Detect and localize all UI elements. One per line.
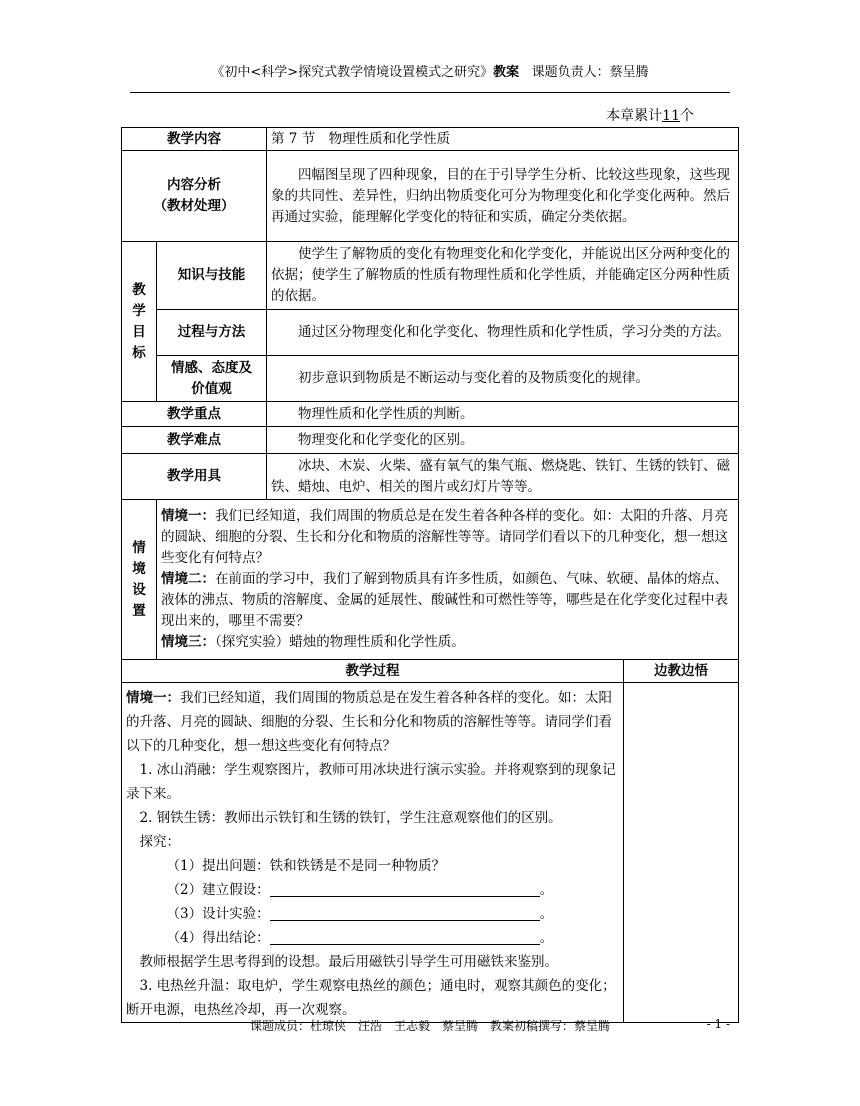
analysis-value: 四幅图呈现了四种现象，目的在于引导学生分析、比较这些现象，这些现象的共同性、差异性，归纳出物质变化可分为物理变化和化学变化两种。然后再通过实验，能理解化学变化的特征和实质，确定分类依据。 [271,166,730,225]
process-q1: （1）提出问题：铁和铁锈是不是同一种物质？ [166,858,446,874]
content-label: 教学内容 [122,128,267,151]
blank-line [270,930,540,945]
row-diff [122,427,739,454]
page-header [0,61,860,80]
chapter-counter: 本章累计11个 [606,108,694,124]
row-key [122,402,739,427]
row-goal2 [122,310,739,356]
row-goal1 [122,242,739,310]
process-body [122,683,624,1023]
process-teacher: 教师根据学生思考得到的设想。最后用磁铁引导学生可用磁铁来鉴别。 [139,954,558,970]
row-goal3 [122,356,739,402]
row-tools [122,454,739,500]
scene2: 情境二：在前面的学习中，我们了解到物质具有许多性质，如颜色、气味、软硬、晶体的熔点、液体的沸点、物质的溶解度、金属的延展性、酸碱性和可燃性等等，哪些是在化学变化过程中表现出来的，哪里不需要？ [161,571,728,629]
key-value: 物理性质和化学性质的判断。 [298,405,474,422]
lesson-plan-table [121,127,739,1023]
key-label: 教学重点 [122,402,267,427]
goal1-label: 知识与技能 [157,242,267,310]
header-owner: 课题负责人：蔡呈腾 [531,65,649,80]
row-process-header [122,660,739,683]
process-q2: （2）建立假设： 。 [166,882,554,898]
content-value: 第 7 节 物理性质和化学性质 [267,128,739,151]
goal3-label: 情感、态度及 价值观 [157,356,267,402]
scene-label: 情 境 设 置 [122,500,157,660]
row-analysis [122,151,739,242]
counter-number: 11 [662,108,680,124]
tools-label: 教学用具 [122,454,267,500]
process-item3: 3. 电热丝升温：取电炉，学生观察电热丝的颜色；通电时，观察其颜色的变化；断开电源，电热丝冷却，再一次观察。 [126,978,616,1018]
scene3: 情境三：（探究实验）蜡烛的物理性质和化学性质。 [161,634,465,650]
goal-label: 教 学 目 标 [122,242,157,402]
header-rule [130,92,730,93]
row-process-body [122,683,739,1023]
process-q3: （3）设计实验： 。 [166,906,554,922]
goal3-value: 初步意识到物质是不断运动与变化着的及物质变化的规律。 [298,370,649,386]
goal2-label: 过程与方法 [157,310,267,356]
notes-cell [624,683,739,1023]
diff-label: 教学难点 [122,427,267,454]
page-number: - 1 - [706,1017,730,1031]
process-item1: 1. 冰山消融：学生观察图片，教师可用冰块进行演示实验。并将观察到的现象记录下来。 [126,762,616,802]
goal2-value: 通过区分物理变化和化学变化、物理性质和化学性质，学习分类的方法。 [298,324,730,340]
header-bold: 教案 [493,65,520,80]
process-label: 教学过程 [122,660,624,683]
goal1-value: 使学生了解物质的变化有物理变化和化学变化，并能说出区分两种变化的依据；使学生了解物质的性质有物理性质和化学性质，并能确定区分两种性质的依据。 [271,246,730,304]
process-item2: 2. 钢铁生锈：教师出示铁钉和生锈的铁钉，学生注意观察他们的区别。 [139,810,562,826]
diff-value: 物理变化和化学变化的区别。 [298,431,474,448]
process-q4: （4）得出结论： 。 [166,930,554,946]
notes-label: 边教边悟 [624,660,739,683]
scene1: 情境一：我们已经知道，我们周围的物质总是在发生着各种各样的变化。如：太阳的升落、月亮的圆缺、细胞的分裂、生长和分化和物质的溶解性等等。请同学们看以下的几种变化，想一想这些变化有何特点？ [161,508,728,566]
blank-line [270,882,540,897]
row-content [122,128,739,151]
blank-line [270,906,540,921]
analysis-label: 内容分析 （教材处理） [122,151,267,242]
tools-value: 冰块、木炭、火柴、盛有氧气的集气瓶、燃烧匙、铁钉、生锈的铁钉、磁铁、蜡烛、电炉、相关的图片或幻灯片等等。 [271,457,730,495]
row-scene [122,500,739,660]
process-scene1: 情境一：我们已经知道，我们周围的物质总是在发生着各种各样的变化。如：太阳的升落、月亮的圆缺、细胞的分裂、生长和分化和物质的溶解性等等。请同学们看以下的几种变化，想一想这些变化有何特点？ [126,690,612,754]
footer-members: 课题成员：杜琼侠 汪浩 王志毅 蔡呈腾 教案初稿撰写：蔡呈腾 [249,1019,610,1033]
process-explore: 探究： [139,834,180,850]
header-title: 《初中<科学>探究式教学情境设置模式之研究》 [211,65,494,80]
